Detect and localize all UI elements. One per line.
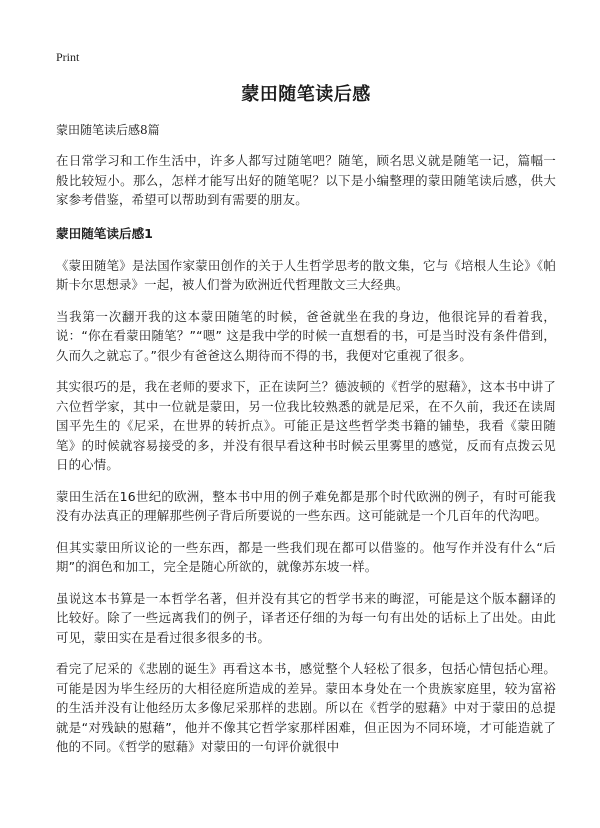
body-paragraph: 《蒙田随笔》是法国作家蒙田创作的关于人生哲学思考的散文集，它与《培根人生论》《帕斯卡尔思想录》一起，被人们誉为欧洲近代哲理散文三大经典。 xyxy=(56,257,556,292)
page-title: 蒙田随笔读后感 xyxy=(241,84,371,105)
intro-paragraph: 在日常学习和工作生活中，许多人都写过随笔吧？随笔，顾名思义就是随笔一记，篇幅一般比较短小。那么，怎样才能写出好的随笔呢？以下是小编整理的蒙田随笔读后感，供大家参考借鉴，希望可以帮助到有需要的朋友。 xyxy=(56,153,556,207)
body-paragraph: 当我第一次翻开我的这本蒙田随笔的时候，爸爸就坐在我的身边，他很诧异的看着我，说：“你在看蒙田随笔？”“嗯” 这是我中学的时候一直想看的书，可是当时没有条件借到，久而久之就忘了。”很少有爸爸这么期待而不得的书，我便对它重视了很多。 xyxy=(56,308,556,363)
body-paragraph: 但其实蒙田所议论的一些东西，都是一些我们现在都可以借鉴的。他写作并没有什么“后期”的润色和加工，完全是随心所欲的，就像苏东坡一样。 xyxy=(56,539,556,574)
section-heading: 蒙田随笔读后感1 xyxy=(56,225,153,241)
body-paragraph: 蒙田生活在16世纪的欧洲，整本书中用的例子难免都是那个时代欧洲的例子，有时可能我没有办法真正的理解那些例子背后所要说的一些东西。这可能就是一个几百年的代沟吧。 xyxy=(56,488,556,523)
print-link[interactable]: Print xyxy=(56,50,80,64)
body-paragraph: 看完了尼采的《悲剧的诞生》再看这本书，感觉整个人轻松了很多，包括心情包括心理。可能是因为毕生经历的大相径庭所造成的差异。蒙田本身处在一个贵族家庭里，较为富裕的生活并没有让他经历太多像尼采那样的悲剧。所以在《哲学的慰藉》中对于蒙田的总提就是“对残缺的慰藉”，他并不像其它哲学家那样困难，但正因为不同环境，才可能造就了他的不同。《哲学的慰藉》对蒙田的一句评价就很中 xyxy=(56,661,556,754)
body-paragraph: 其实很巧的是，我在老师的要求下，正在读阿兰？德波顿的《哲学的慰藉》，这本书中讲了六位哲学家，其中一位就是蒙田，另一位我比较熟悉的就是尼采，在不久前，我还在读周国平先生的《尼采，在世界的转折点》。可能正是这些哲学类书籍的铺垫，我看《蒙田随笔》的时候就容易接受的多，并没有很早看这种书时候云里雾里的感觉，反而有点拨云见日的心情。 xyxy=(56,379,556,472)
body-paragraph: 虽说这本书算是一本哲学名著，但并没有其它的哲学书来的晦涩，可能是这个版本翻译的比较好。除了一些远离我们的例子，译者还仔细的为每一句有出处的话标上了出处。由此可见，蒙田实在是看过很多很多的书。 xyxy=(56,590,556,645)
document-subtitle: 蒙田随笔读后感8篇 xyxy=(56,123,160,137)
